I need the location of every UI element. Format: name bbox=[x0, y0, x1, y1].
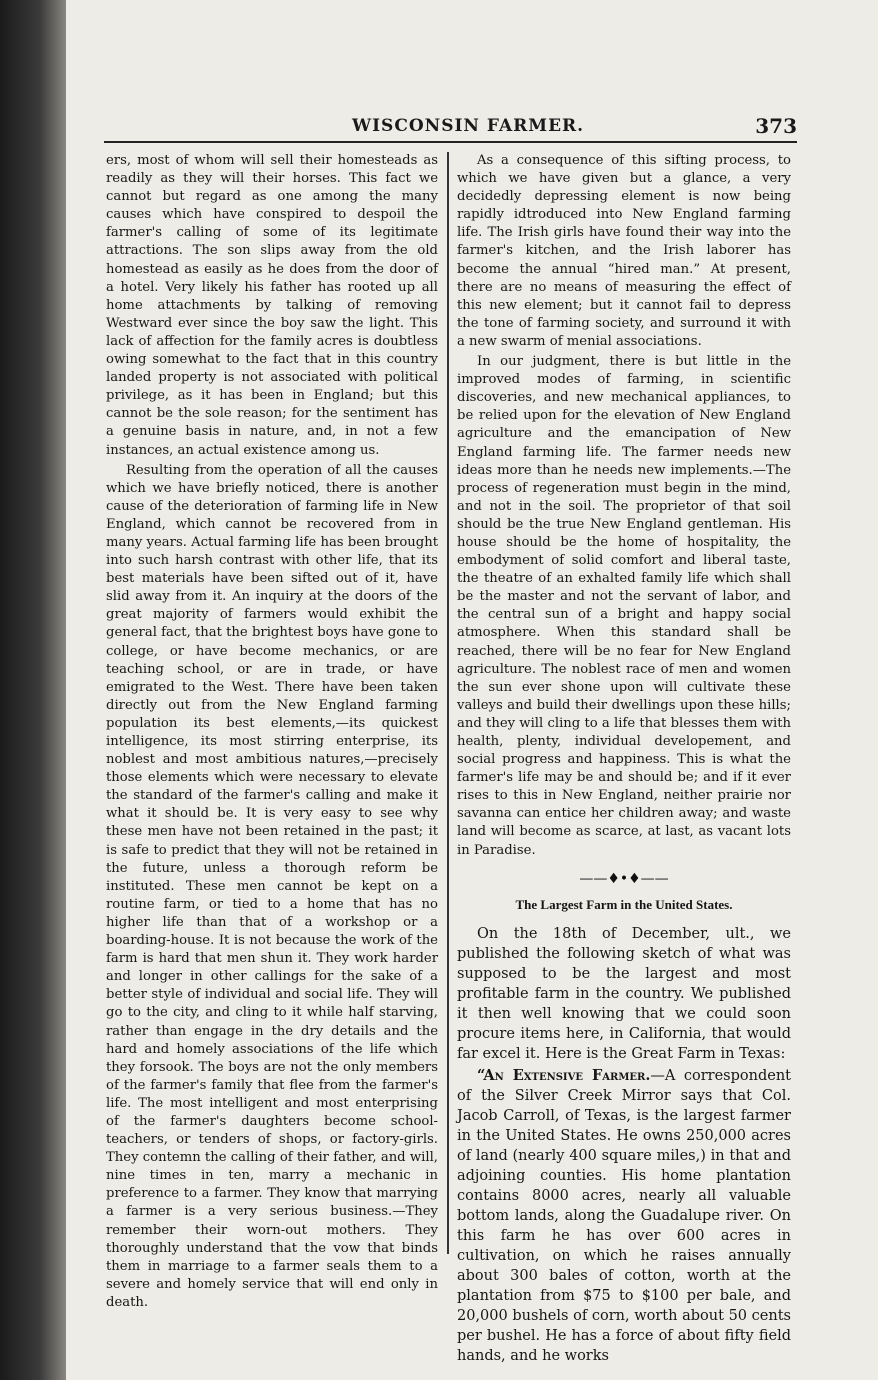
paragraph: As a consequence of this sifting process, to which we have given but a glance, a very decidedly depressing element is now being rapidly idtroduced into New England farming life. The Irish girls have found their way into the farmer's kitchen, and the Irish laborer has become the annual “hired man.” At present, there are no means of measuring the effect of this new element; but it cannot fail to depress the tone of farming society, and surround it with a new swarm of menial associations. bbox=[457, 153, 791, 349]
column-divider bbox=[447, 152, 449, 1254]
left-column bbox=[106, 152, 438, 1314]
paragraph: Resulting from the operation of all the causes which we have briefly noticed, there is another cause of the deterioration of farming life in New England, which cannot be recovered from in many years. Actual farming life has been brought into such harsh contrast with other life, that its best materials have been sifted out of it, have slid away from it. An inquiry at the doors of the great majority of farmers would exhibit the general fact, that the brightest boys have gone to college, or have become mechanics, or are teaching school, or are in trade, or have emigrated to the West. There have been taken directly out from the New England farming population its best elements,—its quickest intelligence, its most stirring enterprise, its noblest and most ambitious natures,—precisely those elements which were necessary to elevate the standard of the farmer's calling and make it what it should be. It is very easy to see why these men have not been retained in the past; it is safe to predict that they will not be retained in the future, unless a thorough reform be instituted. These men cannot be kept on a routine farm, or tied to a home that has no higher life than that of a workshop or a boarding-house. It is not because the work of the farm is hard that men shun it. They work harder and longer in other callings for the sake of a better style of individual and social life. They will go to the city, and cling to it while half starving, rather than engage in the dry details and the hard and homely associations of the life which they forsook. The boys are not the only members of the farmer's family that flee from the farmer's life. The most intelligent and most enterprising of the farmer's daughters become school-teachers, or tenders of shops, or factory-girls. They contemn the calling of their father, and will, nine times in ten, marry a mechanic in preference to a farmer. They know that marrying a farmer is a very serious business.—They remember their worn-out mothers. They thoroughly understand that the vow that binds them in marriage to a farmer seals them to a severe and homely service that will end only in death. bbox=[106, 462, 438, 1310]
article-quote bbox=[457, 1066, 791, 1366]
header-rule bbox=[104, 141, 797, 143]
article-heading: The Largest Farm in the United States. bbox=[515, 896, 733, 912]
section-ornament: ——♦•♦—— bbox=[579, 870, 669, 887]
page-number: 373 bbox=[755, 114, 797, 138]
paragraph: In our judgment, there is but little in the improved modes of farming, in scientific discoveries, and new mechanical appliances, to be relied upon for the elevation of New England agriculture and the emancipation of New England farming life. The farmer needs new ideas more than he needs new implements.—The process of regeneration must begin in the mind, and not in the soil. The proprietor of that soil should be the true New England gentleman. His house should be the home of hospitality, the embodyment of solid comfort and liberal taste, the theatre of an exhalted family life which shall be the master and not the servant of labor, and the central sun of a bright and happy social atmosphere. When this standard shall be reached, there will be no fear for New England agriculture. The noblest race of men and women the sun ever shone upon will cultivate these valleys and build their dwellings upon these hills; and they will cling to a life that blesses them with health, plenty, individual developement, and social progress and happiness. This is what the farmer's life may be and should be; and if it ever rises to this in New England, neither prairie nor savanna can entice her children away; and waste land will become as scarce, at last, as vacant lots in Paradise. bbox=[457, 354, 791, 858]
right-column bbox=[457, 152, 791, 1368]
paragraph: ers, most of whom will sell their homesteads as readily as they will their horses. This fact we cannot but regard as one among the many causes which have conspired to despoil the farmer's calling of some of its legitimate attractions. The son slips away from the old homestead as easily as he does from the door of a hotel. Very likely his father has rooted up all home attachments by talking of removing Westward ever since the boy saw the light. This lack of affection for the family acres is doubtless owing somewhat to the fact that in this country landed property is not associated with political privilege, as it has been in England; but this cannot be the sole reason; for the sentiment has a genuine basis in nature, and, in not a few instances, an actual existence among us. bbox=[106, 153, 438, 458]
journal-title: WISCONSIN FARMER. bbox=[352, 116, 585, 136]
quote-lead: “An Extensive Farmer. bbox=[477, 1066, 651, 1084]
scan-binding-edge bbox=[0, 0, 66, 1380]
article-intro: On the 18th of December, ult., we published the following sketch of what was supposed to be the largest and most profitable farm in the country. We published it then well knowing that we could soon procure items here, in California, that would far excel it. Here is the Great Farm in Texas: bbox=[457, 925, 791, 1062]
quote-body: —A correspondent of the Silver Creek Mirror says that Col. Jacob Carroll, of Texas, is the largest farmer in the United States. He owns 250,000 acres of land (nearly 400 square miles,) in that and adjoining counties. His home plantation contains 8000 acres, nearly all valuable bottom lands, along the Guadalupe river. On this farm he has over 600 acres in cultivation, on which he raises annually about 300 bales of cotton, worth at the plantation from $75 to $100 per bale, and 20,000 bushels of corn, worth about 50 cents per bushel. He has a force of about fifty field hands, and he works bbox=[457, 1067, 791, 1364]
running-header bbox=[102, 116, 797, 140]
